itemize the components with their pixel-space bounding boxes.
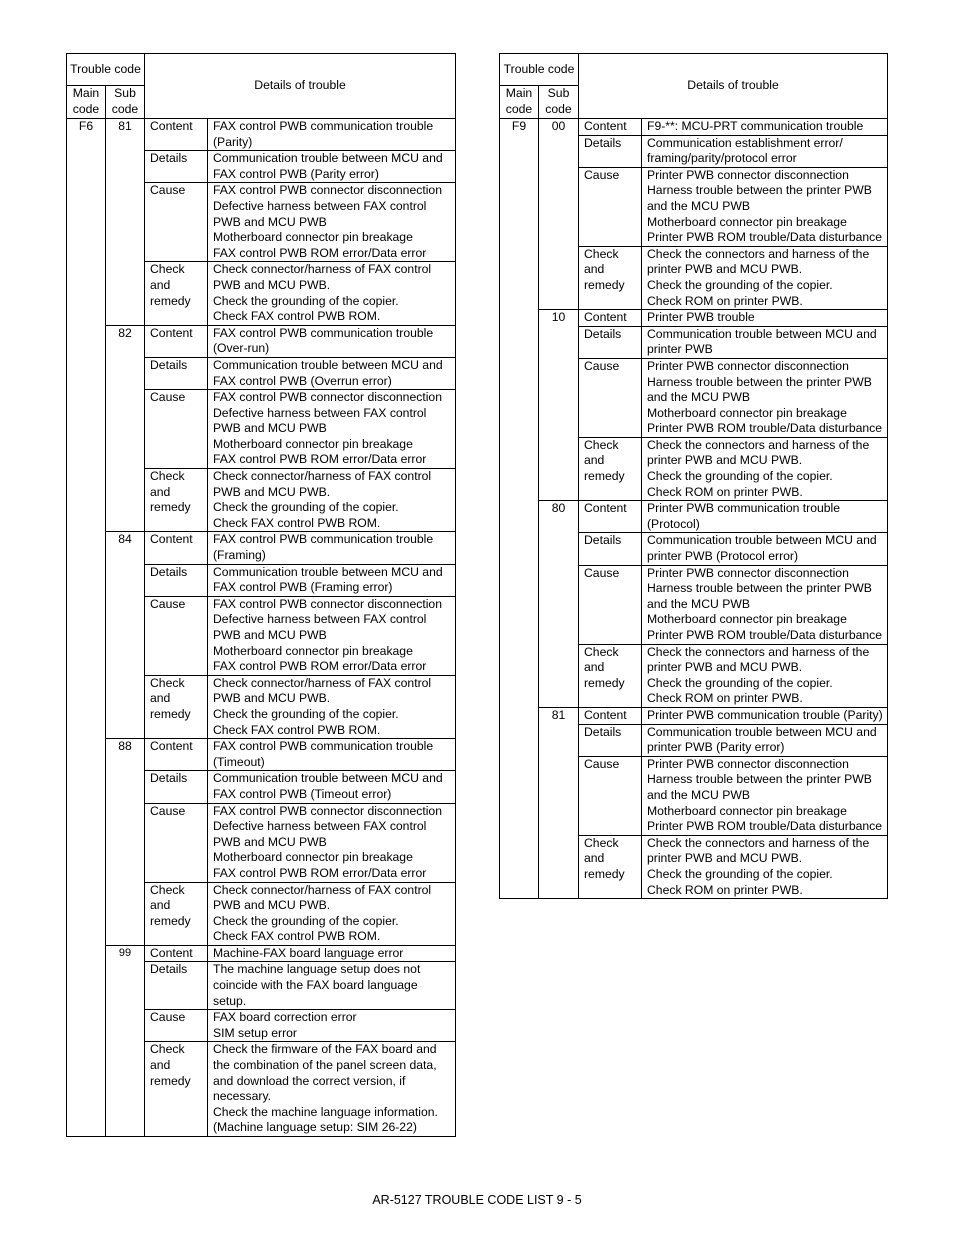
- text-line: Printer PWB ROM trouble/Data disturbance: [647, 421, 883, 436]
- text-line: Check connector/harness of FAX control PWB and MCU PWB.: [213, 469, 432, 499]
- row-value-check: [208, 1042, 456, 1137]
- text-line: Check FAX control PWB ROM.: [213, 722, 381, 737]
- text-line: Printer PWB connector disconnection: [647, 358, 849, 373]
- text-line: Printer PWB ROM trouble/Data disturbance: [647, 628, 883, 642]
- sub-code-cell: 99: [106, 945, 145, 1136]
- sub-code-cell: 00: [539, 119, 579, 310]
- text-line: Motherboard connector pin breakage: [213, 850, 413, 865]
- text-line: Machine-FAX board language error: [213, 945, 404, 960]
- text-line: Motherboard connector pin breakage: [647, 612, 847, 627]
- sub-code-cell: 81: [106, 119, 145, 326]
- row-label-check: Check and remedy: [579, 835, 642, 898]
- text-line: Harness trouble between the printer PWB and the MCU PWB: [647, 183, 872, 213]
- text-line: FAX control PWB communication trouble (Timeout): [213, 739, 434, 769]
- text-line: Communication establishment error/ framing/parity/protocol error: [647, 135, 843, 166]
- row-label-check: Check and remedy: [145, 469, 208, 532]
- text-line: Check the grounding of the copier.: [213, 293, 399, 308]
- text-line: Printer PWB communication trouble (Protocol): [647, 501, 841, 531]
- text-line: Check the grounding of the copier.: [647, 675, 833, 690]
- text-line: Check ROM on printer PWB.: [647, 293, 803, 308]
- text-line: Motherboard connector pin breakage: [213, 230, 413, 245]
- row-label-cause: Cause: [145, 1010, 208, 1042]
- row-label-content: Content: [145, 945, 208, 962]
- table-row: [67, 739, 456, 771]
- trouble-code-table-right: [499, 53, 888, 899]
- row-label-content: Content: [145, 739, 208, 771]
- table-row: [500, 501, 888, 533]
- row-value-check: [208, 882, 456, 945]
- table-row: [67, 119, 456, 151]
- row-value-cause: [642, 756, 888, 835]
- text-line: Check the machine language information. (Machine language setup: SIM 26-22): [213, 1104, 438, 1135]
- text-line: FAX control PWB connector disconnection: [213, 390, 442, 405]
- text-line: FAX control PWB communication trouble (Framing): [213, 532, 434, 563]
- text-line: FAX control PWB communication trouble (Parity): [213, 119, 434, 149]
- row-label-details: Details: [145, 962, 208, 1010]
- text-line: FAX control PWB ROM error/Data error: [213, 865, 427, 880]
- row-value-details: [642, 135, 888, 167]
- row-value-details: [208, 564, 456, 596]
- header-main-code: Main code: [500, 86, 539, 119]
- main-code-cell: F9: [500, 119, 539, 899]
- row-value-check: [642, 246, 888, 309]
- row-value-cause: [642, 565, 888, 644]
- text-line: Printer PWB connector disconnection: [647, 167, 849, 182]
- row-value-cause: [208, 596, 456, 675]
- row-label-content: Content: [579, 310, 642, 327]
- header-main-code: Main code: [67, 86, 106, 119]
- row-value-details: [642, 533, 888, 565]
- row-label-cause: Cause: [579, 756, 642, 835]
- row-label-details: Details: [145, 357, 208, 389]
- text-line: Communication trouble between MCU and FAX control PWB (Timeout error): [213, 771, 443, 801]
- text-line: Check ROM on printer PWB.: [647, 484, 803, 499]
- text-line: The machine language setup does not coincide with the FAX board language setup.: [213, 962, 421, 1008]
- row-label-check: Check and remedy: [579, 644, 642, 707]
- row-label-details: Details: [579, 533, 642, 565]
- text-line: Communication trouble between MCU and FAX control PWB (Overrun error): [213, 357, 443, 388]
- sub-code-cell: 80: [539, 501, 579, 708]
- row-label-cause: Cause: [145, 596, 208, 675]
- row-label-content: Content: [145, 325, 208, 357]
- text-line: Motherboard connector pin breakage: [213, 436, 413, 451]
- text-line: Check FAX control PWB ROM.: [213, 309, 381, 324]
- row-label-cause: Cause: [145, 803, 208, 882]
- text-line: Check the grounding of the copier.: [213, 500, 399, 515]
- row-label-check: Check and remedy: [145, 675, 208, 738]
- row-label-check: Check and remedy: [145, 1042, 208, 1137]
- text-line: Printer PWB trouble: [647, 310, 755, 325]
- text-line: Defective harness between FAX control PWB and MCU PWB: [213, 405, 427, 436]
- text-line: Check connector/harness of FAX control PWB and MCU PWB.: [213, 262, 432, 292]
- text-line: Communication trouble between MCU and printer PWB: [647, 326, 877, 357]
- header-sub-code: Sub code: [106, 86, 145, 119]
- text-line: Printer PWB connector disconnection: [647, 565, 849, 580]
- text-line: Check the connectors and harness of the printer PWB and MCU PWB.: [647, 246, 870, 277]
- text-line: Check the connectors and harness of the printer PWB and MCU PWB.: [647, 644, 870, 675]
- row-label-details: Details: [579, 326, 642, 358]
- row-value-check: [642, 835, 888, 898]
- row-value-cause: [208, 390, 456, 469]
- table-row: [67, 325, 456, 357]
- table-row: [500, 707, 888, 724]
- text-line: Check the grounding of the copier.: [647, 866, 833, 881]
- row-value-cause: [642, 358, 888, 437]
- row-label-check: Check and remedy: [579, 437, 642, 500]
- sub-code-cell: 81: [539, 707, 579, 898]
- row-label-cause: Cause: [579, 565, 642, 644]
- row-value-details: [208, 962, 456, 1010]
- header-details: Details of trouble: [579, 54, 888, 119]
- header-details: Details of trouble: [145, 54, 456, 119]
- text-line: FAX control PWB ROM error/Data error: [213, 659, 427, 674]
- row-value-check: [208, 675, 456, 738]
- text-line: Communication trouble between MCU and printer PWB (Protocol error): [647, 533, 877, 564]
- header-trouble-code: Trouble code: [500, 54, 579, 86]
- text-line: Harness trouble between the printer PWB and the MCU PWB: [647, 772, 872, 802]
- row-value-content: [642, 707, 888, 724]
- sub-code-cell: 10: [539, 310, 579, 501]
- sub-code-cell: 88: [106, 739, 145, 946]
- row-label-cause: Cause: [145, 183, 208, 262]
- text-line: Communication trouble between MCU and FAX control PWB (Parity error): [213, 151, 443, 181]
- row-value-details: [208, 151, 456, 183]
- text-line: Printer PWB ROM trouble/Data disturbance: [647, 230, 883, 245]
- row-value-details: [208, 357, 456, 389]
- text-line: Motherboard connector pin breakage: [647, 214, 847, 229]
- text-line: SIM setup error: [213, 1025, 297, 1040]
- row-value-content: [208, 119, 456, 151]
- text-line: Printer PWB ROM trouble/Data disturbance: [647, 819, 883, 834]
- text-line: Check the grounding of the copier.: [647, 469, 833, 484]
- row-label-details: Details: [145, 771, 208, 803]
- text-line: Check the connectors and harness of the printer PWB and MCU PWB.: [647, 437, 870, 468]
- table-row: [67, 945, 456, 962]
- page-footer: AR-5127 TROUBLE CODE LIST 9 - 5: [372, 1193, 582, 1207]
- table-row: [500, 119, 888, 136]
- text-line: FAX control PWB communication trouble (Over-run): [213, 325, 434, 356]
- row-label-cause: Cause: [145, 390, 208, 469]
- row-value-check: [208, 469, 456, 532]
- text-line: Check the grounding of the copier.: [213, 913, 399, 928]
- row-label-details: Details: [579, 724, 642, 756]
- text-line: FAX control PWB connector disconnection: [213, 803, 442, 818]
- text-line: Check FAX control PWB ROM.: [213, 515, 381, 530]
- text-line: Check ROM on printer PWB.: [647, 882, 803, 897]
- text-line: FAX board correction error: [213, 1010, 357, 1025]
- row-value-details: [642, 724, 888, 756]
- text-line: Printer PWB communication trouble (Parity): [647, 707, 883, 722]
- row-value-check: [208, 262, 456, 325]
- text-line: Communication trouble between MCU and FAX control PWB (Framing error): [213, 564, 443, 595]
- sub-code-cell: 84: [106, 532, 145, 739]
- text-line: Defective harness between FAX control PWB and MCU PWB: [213, 612, 427, 642]
- row-label-content: Content: [579, 707, 642, 724]
- row-value-content: [208, 532, 456, 564]
- row-value-content: [642, 310, 888, 327]
- trouble-code-table-left: [66, 53, 456, 1137]
- text-line: FAX control PWB connector disconnection: [213, 596, 442, 611]
- text-line: Check the firmware of the FAX board and the combination of the panel screen data, and download the correct version, if necessary.: [213, 1042, 437, 1104]
- row-value-cause: [642, 167, 888, 246]
- text-line: Check connector/harness of FAX control PWB and MCU PWB.: [213, 675, 432, 706]
- text-line: Check the connectors and harness of the printer PWB and MCU PWB.: [647, 835, 870, 866]
- text-line: FAX control PWB connector disconnection: [213, 183, 442, 198]
- table-body: [67, 119, 456, 1137]
- row-value-cause: [208, 183, 456, 262]
- row-label-details: Details: [145, 151, 208, 183]
- text-line: Harness trouble between the printer PWB and the MCU PWB: [647, 581, 872, 611]
- text-line: Check connector/harness of FAX control PWB and MCU PWB.: [213, 882, 432, 913]
- text-line: Check the grounding of the copier.: [647, 277, 833, 292]
- row-label-content: Content: [579, 501, 642, 533]
- text-line: Defective harness between FAX control PWB and MCU PWB: [213, 198, 427, 229]
- row-label-check: Check and remedy: [579, 246, 642, 309]
- row-value-check: [642, 437, 888, 500]
- text-line: Communication trouble between MCU and printer PWB (Parity error): [647, 724, 877, 755]
- row-value-cause: [208, 803, 456, 882]
- row-label-check: Check and remedy: [145, 262, 208, 325]
- text-line: Check the grounding of the copier.: [213, 706, 399, 721]
- text-line: Motherboard connector pin breakage: [647, 405, 847, 420]
- text-line: Harness trouble between the printer PWB and the MCU PWB: [647, 374, 872, 405]
- row-label-content: Content: [145, 119, 208, 151]
- sub-code-cell: 82: [106, 325, 145, 532]
- table-row: [67, 532, 456, 564]
- row-label-check: Check and remedy: [145, 882, 208, 945]
- row-value-details: [642, 326, 888, 358]
- row-value-content: [208, 325, 456, 357]
- text-line: Printer PWB connector disconnection: [647, 756, 849, 771]
- row-label-cause: Cause: [579, 167, 642, 246]
- row-value-content: [208, 739, 456, 771]
- text-line: Motherboard connector pin breakage: [213, 643, 413, 658]
- row-value-details: [208, 771, 456, 803]
- header-trouble-code: Trouble code: [67, 54, 145, 86]
- row-value-content: [642, 501, 888, 533]
- text-line: Check ROM on printer PWB.: [647, 691, 803, 706]
- row-label-content: Content: [579, 119, 642, 136]
- header-sub-code: Sub code: [539, 86, 579, 119]
- row-label-content: Content: [145, 532, 208, 564]
- text-line: Motherboard connector pin breakage: [647, 803, 847, 818]
- text-line: FAX control PWB ROM error/Data error: [213, 452, 427, 467]
- table-body: [500, 119, 888, 899]
- main-code-cell: F6: [67, 119, 106, 1137]
- text-line: Check FAX control PWB ROM.: [213, 929, 381, 944]
- row-value-content: [208, 945, 456, 962]
- text-line: Defective harness between FAX control PWB and MCU PWB: [213, 819, 427, 849]
- row-value-content: [642, 119, 888, 136]
- row-value-cause: [208, 1010, 456, 1042]
- text-line: FAX control PWB ROM error/Data error: [213, 245, 427, 260]
- row-value-check: [642, 644, 888, 707]
- text-line: F9-**: MCU-PRT communication trouble: [647, 119, 864, 133]
- table-row: [500, 310, 888, 327]
- row-label-details: Details: [579, 135, 642, 167]
- row-label-cause: Cause: [579, 358, 642, 437]
- row-label-details: Details: [145, 564, 208, 596]
